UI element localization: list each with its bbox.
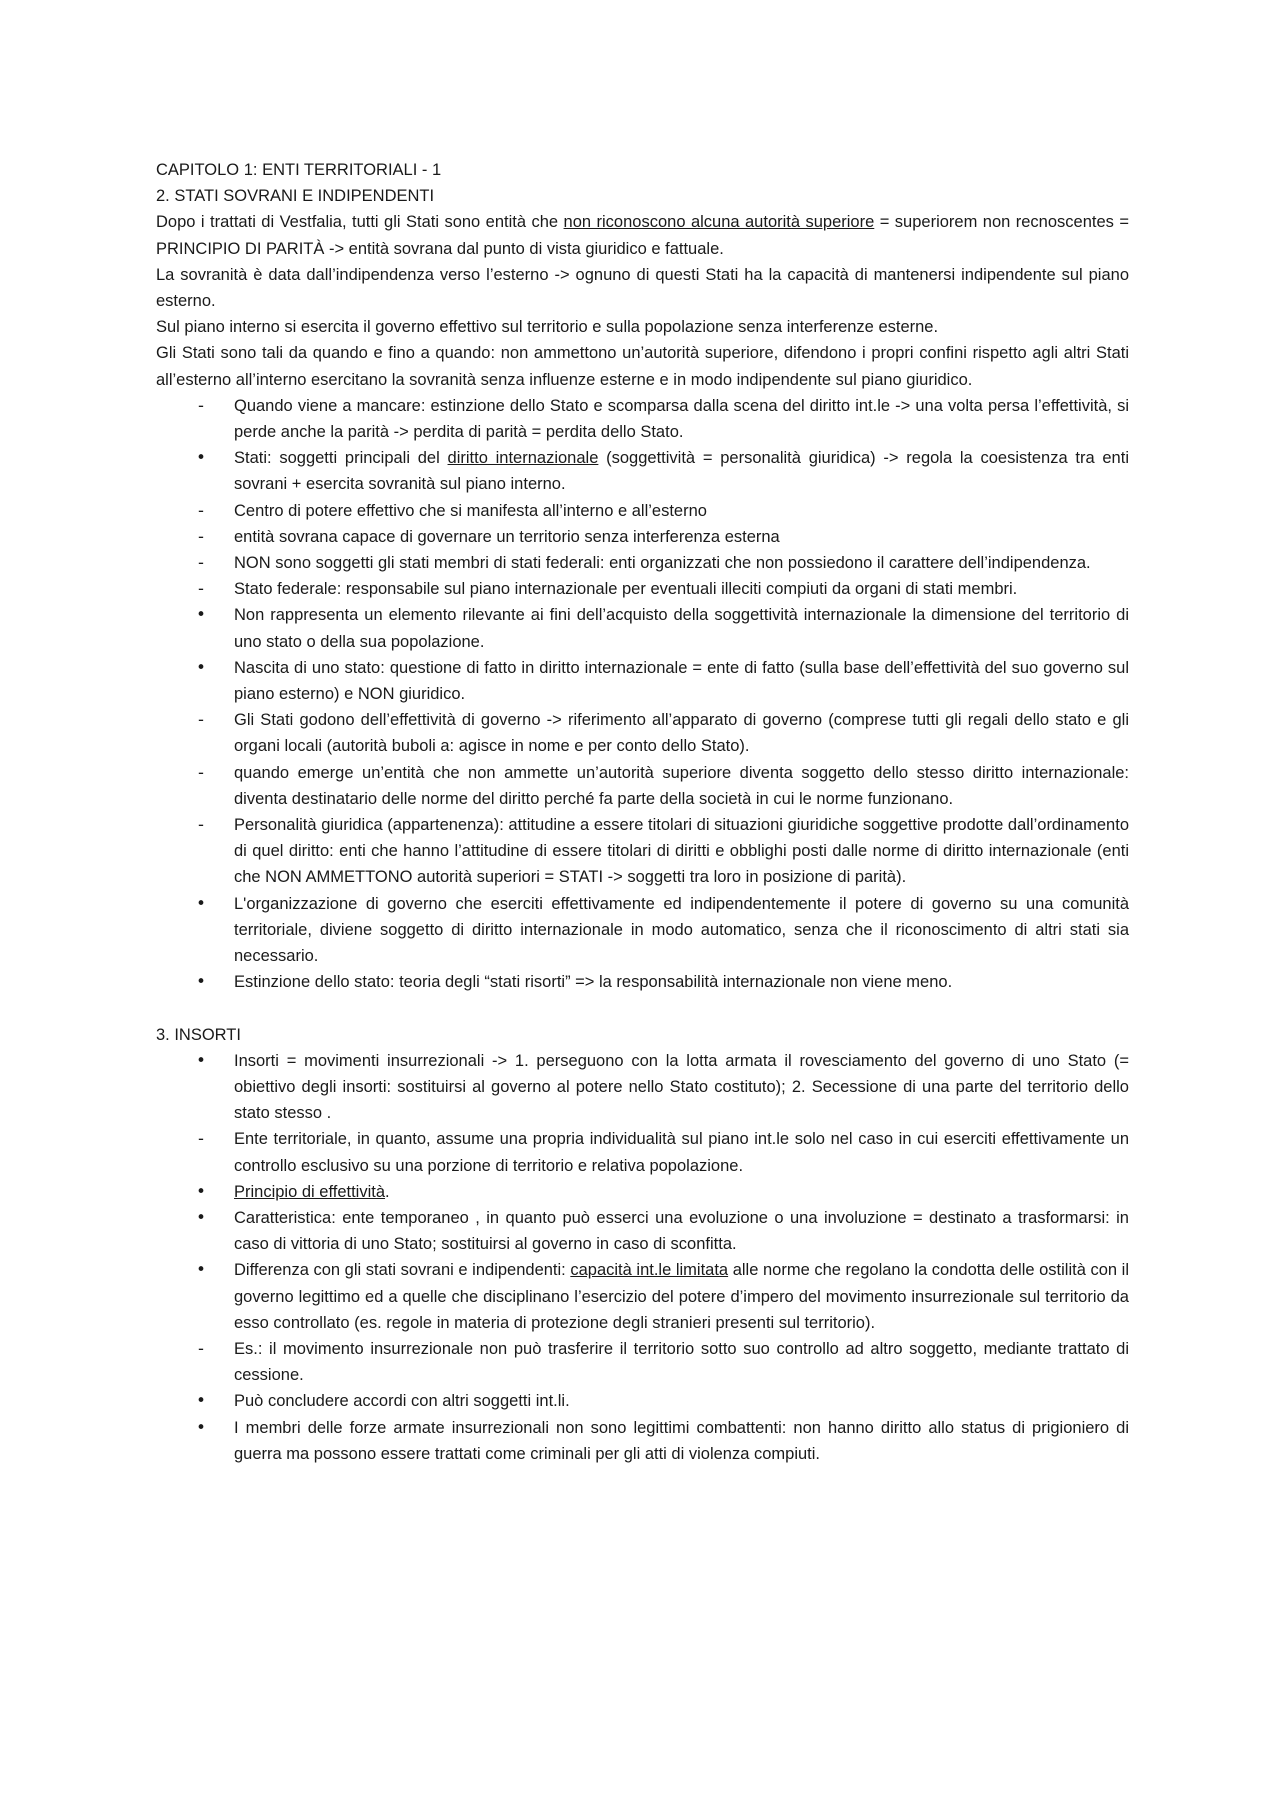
list-item — [156, 812, 1129, 891]
list-marker: • — [196, 1260, 206, 1280]
section-2-heading: 2. STATI SOVRANI E INDIPENDENTI — [156, 187, 435, 206]
list-item-text: Nascita di uno stato: questione di fatto in diritto internazionale = ente di fatto (sulla base dell’effettività del suo governo sul piano esterno) e NON giuridico. — [234, 658, 1129, 704]
underlined-phrase: non riconoscono alcuna autorità superiore — [563, 213, 875, 232]
chapter-title: CAPITOLO 1: ENTI TERRITORIALI - 1 — [156, 161, 442, 179]
list-item-text: Es.: il movimento insurrezionale non può trasferire il territorio sotto suo controllo ad altro soggetto, mediante trattato di cessione. — [234, 1339, 1129, 1385]
list-item — [156, 445, 1129, 497]
list-item-text: Quando viene a mancare: estinzione dello Stato e scomparsa dalla scena del diritto int.le -> una volta persa l’effettività, si perde anche la parità -> perdita di parità = perdita dello Stato. — [234, 396, 1129, 442]
list-marker: - — [198, 710, 204, 730]
paragraph-westphalia — [156, 209, 1129, 261]
list-item — [156, 891, 1129, 970]
list-marker: - — [198, 1338, 204, 1358]
list-marker: - — [198, 762, 204, 782]
paragraph-internal-plane: Sul piano interno si esercita il governo effettivo sul territorio e sulla popolazione senza interferenze esterne. — [156, 318, 939, 337]
list-marker: • — [196, 1181, 206, 1201]
list-item-text: Caratteristica: ente temporaneo , in quanto può esserci una evoluzione o una involuzione = destinato a trasformarsi: in caso di vittoria di uno Stato; sostituirsi al governo in caso di sconfitta. — [234, 1208, 1129, 1254]
list-item — [156, 1257, 1129, 1336]
list-item — [156, 550, 1129, 576]
list-item-text: I membri delle forze armate insurrezionali non sono legittimi combattenti: non hanno diritto allo status di prigioniero di guerra ma possono essere trattati come criminali per gli atti di violenza compiuti. — [234, 1418, 1129, 1463]
section-2-list — [156, 393, 1129, 996]
list-item — [156, 1048, 1129, 1127]
list-item — [156, 1205, 1129, 1257]
list-item-text: Differenza con gli stati sovrani e indipendenti: — [234, 1261, 571, 1280]
text-run: Dopo i trattati di Vestfalia, tutti gli Stati sono entità che — [156, 213, 564, 232]
underlined-phrase: Principio di effettività — [234, 1182, 386, 1201]
list-item-text: Stato federale: responsabile sul piano internazionale per eventuali illeciti compiuti da organi di stati membri. — [234, 580, 1018, 599]
list-marker: • — [196, 1417, 206, 1437]
list-marker: • — [196, 1050, 206, 1070]
list-item — [156, 1126, 1129, 1178]
list-item-text: entità sovrana capace di governare un territorio senza interferenza esterna — [234, 527, 780, 546]
blank-line — [156, 996, 1129, 1022]
list-marker: - — [198, 500, 204, 520]
list-item — [156, 969, 1129, 995]
list-item-text: (soggettività = personalità giuridica) -> regola la coesistenza tra enti sovrani + esercita sovranità sul piano interno. — [234, 449, 1129, 494]
paragraph-states-definition: Gli Stati sono tali da quando e fino a quando: non ammettono un’autorità superiore, difendono i propri confini rispetto agli altri Stati all’esterno all’interno esercitano la sovranità senza influenze esterne e in modo indipendente sul piano giuridico. — [156, 344, 1129, 389]
list-item — [156, 655, 1129, 707]
list-item-text: Stati: soggetti principali del — [234, 449, 448, 468]
list-item — [156, 602, 1129, 654]
list-item — [156, 1415, 1129, 1467]
document-page — [156, 157, 1129, 1467]
list-item — [156, 760, 1129, 812]
list-item-text: Gli Stati godono dell’effettività di governo -> riferimento all’apparato di governo (comprese tutti gli regali dello stato e gli organi locali (autorità buboli a: agisce in nome e per conto dello Stato). — [234, 711, 1129, 756]
list-item-text: Estinzione dello stato: teoria degli “stati risorti” => la responsabilità internazionale non viene meno. — [234, 973, 953, 992]
list-item — [156, 1336, 1129, 1388]
list-item-text: Centro di potere effettivo che si manifesta all’interno e all’esterno — [234, 501, 707, 520]
list-item — [156, 498, 1129, 524]
underlined-phrase: diritto internazionale — [447, 449, 599, 468]
list-item — [156, 707, 1129, 759]
list-marker: - — [198, 1129, 204, 1149]
list-item-text: L'organizzazione di governo che eserciti effettivamente ed indipendentemente il potere di governo su una comunità territoriale, diviene soggetto di diritto internazionale in modo automatico, senza che il riconoscimento di altri stati sia necessario. — [234, 894, 1129, 966]
text-run: = superiorem non recnoscentes = PRINCIPIO DI PARITÀ -> entità sovrana dal punto di vista giuridico e fattuale. — [156, 213, 1129, 258]
list-item — [156, 576, 1129, 602]
list-item-text: Personalità giuridica (appartenenza): attitudine a essere titolari di situazioni giuridiche soggettive prodotte dall’ordinamento di quel diritto: enti che hanno l’attitudine di essere titolari di diritti e obblighi posti dalle norme di diritto internazionale (enti che NON AMMETTONO autorità superiori = STATI -> soggetti tra loro in posizione di parità). — [234, 816, 1129, 887]
list-marker: • — [196, 972, 206, 992]
list-item-text: NON sono soggetti gli stati membri di stati federali: enti organizzati che non possiedono il carattere dell’indipendenza. — [234, 554, 1091, 573]
list-item — [156, 1388, 1129, 1414]
list-item — [156, 524, 1129, 550]
section-3-heading: 3. INSORTI — [156, 1025, 241, 1044]
paragraph-sovereignty: La sovranità è data dall’indipendenza verso l’esterno -> ognuno di questi Stati ha la capacità di mantenersi indipendente sul piano esterno. — [156, 265, 1129, 311]
list-marker: - — [198, 579, 204, 599]
list-item-text: . — [385, 1182, 390, 1201]
list-item — [156, 393, 1129, 445]
list-marker: • — [196, 448, 206, 468]
list-item-text: Ente territoriale, in quanto, assume una propria individualità sul piano int.le solo nel caso in cui eserciti effettivamente un controllo esclusivo su una porzione di territorio e relativa popolazione. — [234, 1130, 1129, 1175]
list-marker: • — [196, 605, 206, 625]
list-item-text: Può concludere accordi con altri soggetti int.li. — [234, 1392, 570, 1411]
list-item-text: Non rappresenta un elemento rilevante ai fini dell’acquisto della soggettività internazionale la dimensione del territorio di uno stato o della sua popolazione. — [234, 606, 1129, 651]
list-marker: • — [196, 657, 206, 677]
list-item — [156, 1179, 1129, 1205]
list-marker: • — [196, 1391, 206, 1411]
section-3-list — [156, 1048, 1129, 1467]
list-marker: - — [198, 395, 204, 415]
list-marker: • — [196, 893, 206, 913]
underlined-phrase: capacità int.le limitata — [570, 1261, 729, 1280]
list-marker: • — [196, 1207, 206, 1227]
list-marker: - — [198, 815, 204, 835]
list-item-text: Insorti = movimenti insurrezionali -> 1. perseguono con la lotta armata il rovesciamento del governo di uno Stato (= obiettivo degli insorti: sostituirsi al governo al potere nello Stato costituto); 2. Secessione di una parte del territorio dello stato stesso . — [234, 1051, 1129, 1123]
list-item-text: quando emerge un’entità che non ammette un’autorità superiore diventa soggetto dello stesso diritto internazionale: diventa destinatario delle norme del diritto perché fa parte della società in cui le norme funzionano. — [234, 763, 1129, 808]
list-marker: - — [198, 553, 204, 573]
list-marker: - — [198, 526, 204, 546]
list-item-text: alle norme che regolano la condotta delle ostilità con il governo legittimo ed a quelle che disciplinano l’esercizio del potere d’impero del movimento insurrezionale sul territorio da esso controllato (es. regole in materia di protezione degli stranieri presenti sul territorio). — [234, 1261, 1130, 1332]
